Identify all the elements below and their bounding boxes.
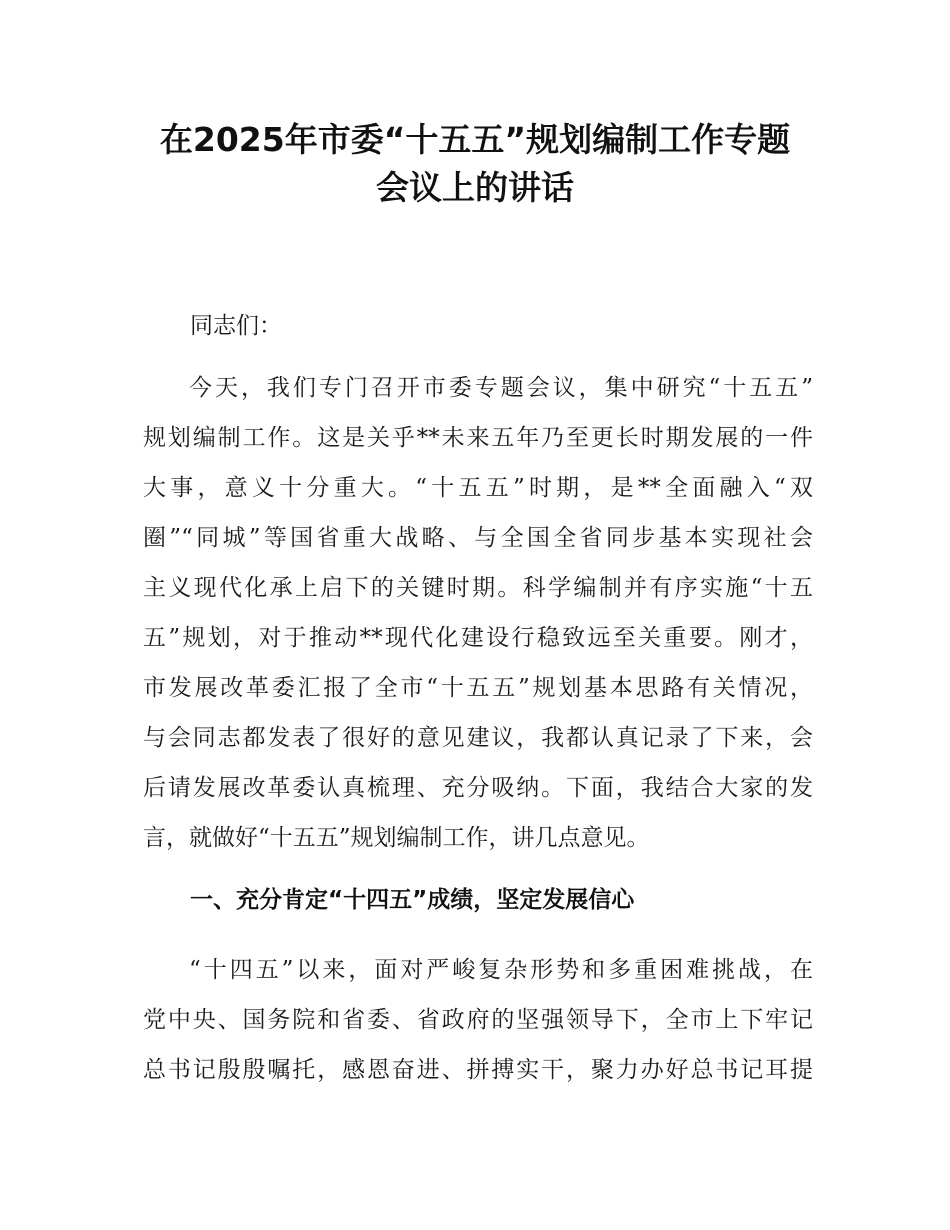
document-title-line-2: 会议上的讲话 bbox=[376, 168, 574, 207]
paragraph-line: 市发展改革委汇报了全市“十五五”规划基本思路有关情况， bbox=[143, 675, 813, 701]
paragraph-line: 总书记殷殷嘱托，感恩奋进、拼搏实干，聚力办好总书记耳提 bbox=[143, 1057, 813, 1083]
paragraph-line: 大事，意义十分重大。“十五五”时期，是**全面融入“双 bbox=[143, 475, 813, 501]
paragraph-intro bbox=[143, 363, 813, 863]
paragraph-line: 规划编制工作。这是关乎**未来五年乃至更长时期发展的一件 bbox=[143, 425, 813, 451]
paragraph-line: 党中央、国务院和省委、省政府的坚强领导下，全市上下牢记 bbox=[143, 1007, 813, 1033]
document-title-line-1: 在2025年市委“十五五”规划编制工作专题 bbox=[159, 120, 791, 159]
paragraph-line: 今天，我们专门召开市委专题会议，集中研究“十五五” bbox=[189, 375, 813, 401]
paragraph-line: 五”规划，对于推动**现代化建设行稳致远至关重要。刚才， bbox=[143, 625, 813, 651]
paragraph-line: 与会同志都发表了很好的意见建议，我都认真记录了下来，会 bbox=[143, 725, 813, 751]
paragraph-line: 圈”“同城”等国省重大战略、与全国全省同步基本实现社会 bbox=[143, 525, 813, 551]
paragraph-line: “十四五”以来，面对严峻复杂形势和多重困难挑战，在 bbox=[189, 957, 813, 983]
paragraph-line: 主义现代化承上启下的关键时期。科学编制并有序实施“十五 bbox=[143, 575, 813, 601]
paragraph-line: 后请发展改革委认真梳理、充分吸纳。下面，我结合大家的发 bbox=[143, 775, 813, 801]
salutation: 同志们： bbox=[190, 313, 282, 339]
section-heading-1: 一、充分肯定“十四五”成绩，坚定发展信心 bbox=[190, 887, 635, 913]
paragraph-section1 bbox=[143, 945, 813, 1095]
paragraph-line: 言，就做好“十五五”规划编制工作，讲几点意见。 bbox=[143, 825, 650, 851]
